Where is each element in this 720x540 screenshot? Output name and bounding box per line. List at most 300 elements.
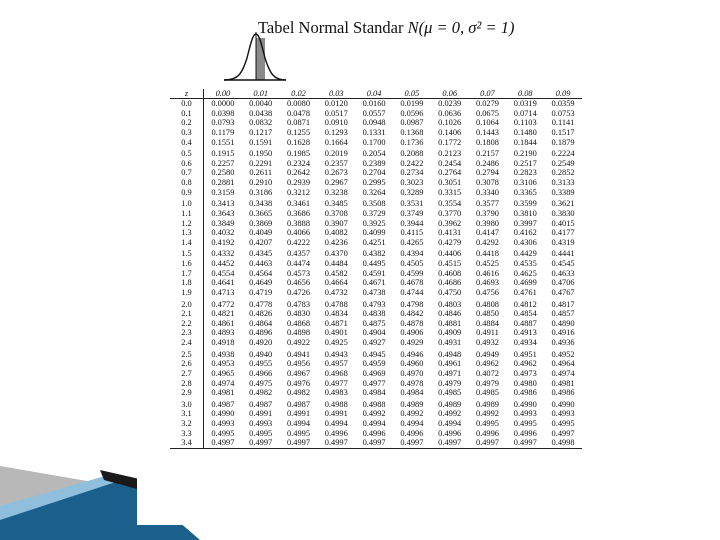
probability-cell: 0.4932 [475, 338, 499, 347]
column-header: 0.07 [469, 89, 507, 99]
probability-cell: 0.0793 [211, 118, 235, 128]
table-row [170, 99, 582, 109]
probability-cell: 0.4973 [513, 368, 537, 378]
probability-cell: 0.4846 [438, 309, 462, 319]
z-value-cell: 1.1 [170, 209, 204, 219]
probability-cell: 0.1443 [475, 127, 499, 137]
probability-cell: 0.4995 [249, 428, 273, 438]
probability-cell: 0.3212 [286, 187, 310, 197]
probability-cell: 0.4817 [551, 299, 575, 309]
probability-cell: 0.1628 [286, 137, 310, 147]
probability-cell: 0.3577 [475, 199, 499, 209]
probability-cell: 0.0398 [211, 108, 235, 118]
probability-cell: 0.2939 [286, 178, 310, 187]
probability-cell: 0.4826 [249, 309, 273, 319]
table-row [170, 259, 582, 269]
probability-cell: 0.4525 [475, 259, 499, 268]
probability-cell: 0.4671 [362, 278, 386, 288]
z-value-cell: 2.8 [170, 379, 204, 389]
probability-cell: 0.3944 [400, 218, 424, 228]
probability-cell: 0.4989 [400, 399, 424, 409]
table-row [170, 438, 582, 448]
probability-cell: 0.4979 [475, 378, 499, 388]
z-value-cell: 0.1 [170, 109, 204, 119]
probability-cell: 0.2357 [324, 158, 348, 168]
probability-cell: 0.4980 [513, 378, 537, 388]
probability-cell: 0.4989 [438, 399, 462, 409]
z-value-cell: 0.5 [170, 147, 204, 159]
probability-cell: 0.2549 [551, 158, 575, 168]
column-header: 0.05 [393, 89, 431, 99]
probability-cell: 0.2019 [324, 149, 348, 159]
probability-cell: 0.3554 [438, 199, 462, 209]
probability-cell: 0.4974 [211, 378, 235, 388]
z-value-cell: 2.1 [170, 309, 204, 319]
probability-cell: 0.0120 [324, 99, 348, 108]
table-row [170, 278, 582, 288]
probability-cell: 0.4994 [400, 419, 424, 428]
probability-cell: 0.2454 [438, 158, 462, 168]
probability-cell: 0.4996 [438, 428, 462, 438]
probability-cell: 0.4991 [249, 409, 273, 419]
table-row [170, 419, 582, 429]
probability-cell: 0.4949 [475, 349, 499, 359]
probability-cell: 0.4429 [513, 249, 537, 259]
probability-cell: 0.1591 [249, 137, 273, 147]
table-row [170, 138, 582, 148]
probability-cell: 0.2157 [475, 149, 499, 159]
probability-cell: 0.4564 [249, 268, 273, 278]
probability-cell: 0.4922 [286, 338, 310, 347]
z-value-cell: 2.6 [170, 359, 204, 369]
probability-cell: 0.4953 [211, 359, 235, 369]
probability-cell: 0.4997 [355, 438, 393, 448]
probability-cell: 0.4984 [362, 388, 386, 398]
probability-cell: 0.4993 [551, 409, 575, 419]
probability-cell: 0.4131 [438, 228, 462, 238]
table-row [170, 159, 582, 169]
probability-cell: 0.3389 [551, 187, 575, 197]
probability-cell: 0.3340 [475, 187, 499, 197]
probability-cell: 0.4803 [438, 299, 462, 309]
probability-cell: 0.2054 [362, 149, 386, 159]
probability-cell: 0.1808 [475, 137, 499, 147]
probability-cell: 0.4996 [475, 428, 499, 438]
probability-cell: 0.4049 [249, 228, 273, 238]
probability-cell: 0.4968 [324, 368, 348, 378]
probability-cell: 0.4962 [475, 359, 499, 369]
probability-cell: 0.2580 [211, 168, 235, 178]
probability-cell: 0.4719 [249, 287, 273, 297]
probability-cell: 0.4726 [286, 287, 310, 297]
probability-cell: 0.4783 [286, 299, 310, 309]
probability-cell: 0.4997 [393, 438, 431, 448]
probability-cell: 0.4738 [362, 287, 386, 297]
probability-cell: 0.4985 [475, 388, 499, 398]
probability-cell: 0.3686 [286, 208, 310, 218]
probability-cell: 0.4982 [286, 388, 310, 398]
probability-cell: 0.4279 [438, 237, 462, 247]
z-value-cell: 1.3 [170, 228, 204, 238]
probability-cell: 0.4977 [362, 378, 386, 388]
probability-cell: 0.4997 [204, 438, 242, 448]
probability-cell: 0.4573 [286, 268, 310, 278]
probability-cell: 0.4345 [249, 249, 273, 259]
probability-cell: 0.4192 [211, 237, 235, 247]
probability-cell: 0.4955 [249, 359, 273, 369]
probability-cell: 0.4906 [400, 328, 424, 338]
probability-cell: 0.4938 [211, 349, 235, 359]
probability-cell: 0.4969 [362, 368, 386, 378]
probability-cell: 0.1217 [249, 127, 273, 137]
probability-cell: 0.4998 [544, 438, 582, 448]
probability-cell: 0.4868 [286, 318, 310, 328]
probability-cell: 0.4608 [438, 268, 462, 278]
probability-cell: 0.0517 [324, 108, 348, 118]
probability-cell: 0.4821 [211, 309, 235, 319]
probability-cell: 0.0596 [400, 108, 424, 118]
z-value-cell: 1.0 [170, 197, 204, 209]
probability-cell: 0.4599 [400, 268, 424, 278]
probability-cell: 0.4761 [513, 287, 537, 297]
probability-cell: 0.4965 [211, 368, 235, 378]
probability-cell: 0.2123 [438, 149, 462, 159]
probability-cell: 0.4222 [286, 237, 310, 247]
probability-cell: 0.1179 [211, 127, 235, 137]
probability-cell: 0.4940 [249, 349, 273, 359]
probability-cell: 0.2611 [249, 168, 273, 178]
probability-cell: 0.4871 [324, 318, 348, 328]
probability-cell: 0.1517 [551, 127, 575, 137]
probability-cell: 0.4875 [362, 318, 386, 328]
probability-cell: 0.4996 [400, 428, 424, 438]
probability-cell: 0.4992 [438, 409, 462, 419]
probability-cell: 0.3023 [400, 178, 424, 187]
probability-cell: 0.0080 [286, 99, 310, 108]
probability-cell: 0.4693 [475, 278, 499, 288]
probability-cell: 0.3264 [362, 187, 386, 197]
probability-cell: 0.1103 [513, 118, 537, 128]
probability-cell: 0.4554 [211, 268, 235, 278]
probability-cell: 0.4995 [211, 428, 235, 438]
probability-cell: 0.4970 [400, 368, 424, 378]
page-title [258, 18, 514, 38]
probability-cell: 0.1736 [400, 137, 424, 147]
probability-cell: 0.4985 [438, 388, 462, 398]
probability-cell: 0.0199 [400, 99, 424, 108]
z-value-cell: 3.4 [170, 438, 204, 448]
probability-cell: 0.3925 [362, 218, 386, 228]
probability-cell: 0.0000 [211, 99, 235, 108]
probability-cell: 0.4484 [324, 259, 348, 268]
probability-cell: 0.4854 [513, 309, 537, 319]
probability-cell: 0.3962 [438, 218, 462, 228]
probability-cell: 0.1700 [362, 137, 386, 147]
probability-cell: 0.4850 [475, 309, 499, 319]
probability-cell: 0.4994 [286, 419, 310, 428]
probability-cell: 0.4896 [249, 328, 273, 338]
probability-cell: 0.4798 [400, 299, 424, 309]
probability-cell: 0.4997 [431, 438, 469, 448]
probability-cell: 0.1844 [513, 137, 537, 147]
probability-cell: 0.2422 [400, 158, 424, 168]
column-header-z: z [170, 89, 204, 99]
probability-cell: 0.2794 [475, 168, 499, 178]
probability-cell: 0.3749 [400, 208, 424, 218]
probability-cell: 0.4319 [551, 237, 575, 247]
column-header: 0.02 [280, 89, 318, 99]
probability-cell: 0.4772 [211, 299, 235, 309]
probability-cell: 0.4993 [513, 409, 537, 419]
probability-cell: 0.4941 [286, 349, 310, 359]
probability-cell: 0.0557 [362, 108, 386, 118]
z-value-cell: 1.9 [170, 288, 204, 298]
probability-cell: 0.4812 [513, 299, 537, 309]
probability-cell: 0.4778 [249, 299, 273, 309]
column-header: 0.09 [544, 89, 582, 99]
table-row [170, 309, 582, 319]
probability-cell: 0.4997 [551, 428, 575, 438]
table-row [170, 398, 582, 410]
probability-cell: 0.3438 [249, 199, 273, 209]
probability-cell: 0.2764 [438, 168, 462, 178]
probability-cell: 0.1406 [438, 127, 462, 137]
probability-cell: 0.4996 [362, 428, 386, 438]
z-value-cell: 1.4 [170, 238, 204, 248]
probability-cell: 0.4838 [362, 309, 386, 319]
probability-cell: 0.4961 [438, 359, 462, 369]
probability-cell: 0.3643 [211, 208, 235, 218]
probability-cell: 0.3599 [513, 199, 537, 209]
probability-cell: 0.3810 [513, 208, 537, 218]
probability-cell: 0.4015 [551, 218, 575, 228]
probability-cell: 0.4418 [475, 249, 499, 259]
probability-cell: 0.2673 [324, 168, 348, 178]
probability-cell: 0.4911 [476, 328, 499, 338]
probability-cell: 0.3830 [551, 208, 575, 218]
probability-cell: 0.4997 [317, 438, 355, 448]
probability-cell: 0.4925 [324, 338, 348, 347]
column-header: 0.04 [355, 89, 393, 99]
probability-cell: 0.3106 [513, 178, 537, 187]
probability-cell: 0.4994 [362, 419, 386, 428]
probability-cell: 0.4115 [400, 228, 424, 238]
probability-cell: 0.4967 [286, 368, 310, 378]
probability-cell: 0.4251 [362, 237, 386, 247]
table-header-row [170, 89, 582, 99]
probability-cell: 0.4989 [475, 399, 499, 409]
probability-cell: 0.4945 [362, 349, 386, 359]
table-row [170, 209, 582, 219]
probability-cell: 0.4929 [400, 338, 424, 347]
z-value-cell: 3.3 [170, 429, 204, 439]
probability-cell: 0.1772 [438, 137, 462, 147]
probability-cell: 0.2881 [211, 178, 235, 187]
z-value-cell: 0.2 [170, 118, 204, 128]
z-value-cell: 3.2 [170, 419, 204, 429]
probability-cell: 0.3729 [362, 208, 386, 218]
table-row [170, 197, 582, 209]
probability-cell: 0.1480 [513, 127, 537, 137]
probability-cell: 0.4406 [438, 249, 462, 259]
probability-cell: 0.4951 [513, 349, 537, 359]
z-value-cell: 0.8 [170, 178, 204, 188]
probability-cell: 0.0753 [551, 108, 575, 118]
column-header: 0.06 [431, 89, 469, 99]
probability-cell: 0.0438 [249, 108, 273, 118]
probability-cell: 0.4788 [324, 299, 348, 309]
probability-cell: 0.3159 [211, 187, 235, 197]
probability-cell: 0.4756 [475, 287, 499, 297]
probability-cell: 0.3186 [249, 187, 273, 197]
z-value-cell: 0.7 [170, 168, 204, 178]
probability-cell: 0.4987 [249, 399, 273, 409]
probability-cell: 0.4909 [438, 328, 462, 338]
probability-cell: 0.4099 [362, 228, 386, 238]
probability-cell: 0.4535 [513, 259, 537, 268]
table-row [170, 388, 582, 398]
probability-cell: 0.2224 [551, 149, 575, 159]
probability-cell: 0.4750 [438, 287, 462, 297]
probability-cell: 0.4993 [249, 419, 273, 428]
probability-cell: 0.4306 [513, 237, 537, 247]
probability-cell: 0.4916 [551, 328, 575, 338]
probability-cell: 0.4986 [513, 388, 537, 398]
probability-cell: 0.4582 [324, 268, 348, 278]
probability-cell: 0.2734 [400, 168, 424, 178]
probability-cell: 0.2324 [286, 158, 310, 168]
probability-cell: 0.4992 [362, 409, 386, 419]
z-value-cell: 3.1 [170, 409, 204, 419]
probability-cell: 0.4793 [362, 299, 386, 309]
probability-cell: 0.4976 [286, 378, 310, 388]
z-table [170, 89, 582, 449]
probability-cell: 0.4993 [211, 419, 235, 428]
probability-cell: 0.4991 [324, 409, 348, 419]
probability-cell: 0.3133 [551, 178, 575, 187]
probability-cell: 0.4370 [324, 249, 348, 259]
probability-cell: 0.4236 [324, 237, 348, 247]
probability-cell: 0.2389 [362, 158, 386, 168]
probability-cell: 0.4995 [286, 428, 310, 438]
probability-cell: 0.1293 [324, 127, 348, 137]
probability-cell: 0.4918 [211, 338, 235, 347]
z-value-cell: 2.5 [170, 348, 204, 360]
probability-cell: 0.4898 [286, 328, 310, 338]
probability-cell: 0.4890 [551, 318, 575, 328]
probability-cell: 0.4633 [551, 268, 575, 278]
probability-cell: 0.4988 [324, 399, 348, 409]
probability-cell: 0.1551 [211, 137, 235, 147]
probability-cell: 0.4332 [211, 249, 235, 259]
z-value-cell: 0.6 [170, 159, 204, 169]
probability-cell: 0.4357 [286, 249, 310, 259]
probability-cell: 0.2517 [513, 158, 537, 168]
probability-cell: 0.4997 [469, 438, 507, 448]
probability-cell: 0.0871 [286, 118, 310, 128]
probability-cell: 0.2852 [551, 168, 575, 178]
column-header: 0.00 [204, 89, 242, 99]
probability-cell: 0.4767 [551, 287, 575, 297]
z-value-cell: 2.4 [170, 338, 204, 348]
probability-cell: 0.4943 [324, 349, 348, 359]
probability-cell: 0.3508 [362, 199, 386, 209]
probability-cell: 0.4975 [249, 378, 273, 388]
probability-cell: 0.0636 [438, 108, 462, 118]
probability-cell: 0.2642 [286, 168, 310, 178]
probability-cell: 0.4686 [438, 278, 462, 288]
probability-cell: 0.4545 [551, 259, 575, 268]
probability-cell: 0.0040 [249, 99, 273, 108]
table-row [170, 147, 582, 159]
table-row [170, 168, 582, 178]
probability-cell: 0.4713 [211, 287, 235, 297]
probability-cell: 0.2291 [249, 158, 273, 168]
probability-cell: 0.4706 [551, 278, 575, 288]
probability-cell: 0.4861 [211, 318, 235, 328]
probability-cell: 0.3869 [249, 218, 273, 228]
probability-cell: 0.2257 [211, 158, 235, 168]
probability-cell: 0.4971 [438, 368, 462, 378]
table-row [170, 188, 582, 198]
z-value-cell: 0.3 [170, 128, 204, 138]
z-value-cell: 0.9 [170, 188, 204, 198]
probability-cell: 0.4964 [551, 359, 575, 369]
table-row [170, 178, 582, 188]
probability-cell: 0.4834 [324, 309, 348, 319]
probability-cell: 0.4625 [513, 268, 537, 278]
probability-cell: 0.0160 [362, 99, 386, 108]
probability-cell: 0.4207 [249, 237, 273, 247]
probability-cell: 0.4996 [513, 428, 537, 438]
probability-cell: 0.1915 [211, 149, 235, 159]
probability-cell: 0.4994 [438, 419, 462, 428]
probability-cell: 0.4452 [211, 259, 235, 268]
probability-cell: 0.4990 [551, 399, 575, 409]
z-value-cell: 1.8 [170, 278, 204, 288]
table-row [170, 128, 582, 138]
z-value-cell: 3.0 [170, 398, 204, 410]
probability-cell: 0.4515 [438, 259, 462, 268]
column-header: 0.03 [317, 89, 355, 99]
probability-cell: 0.2190 [513, 149, 537, 159]
probability-cell: 0.4904 [362, 328, 386, 338]
probability-cell: 0.2088 [400, 149, 424, 159]
probability-cell: 0.4830 [286, 309, 310, 319]
probability-cell: 0.0279 [475, 99, 499, 108]
probability-cell: 0.4066 [286, 228, 310, 238]
probability-cell: 0.4974 [551, 368, 575, 378]
table-row [170, 379, 582, 389]
probability-cell: 0.1664 [324, 137, 348, 147]
probability-cell: 0.4978 [400, 378, 424, 388]
probability-cell: 0.4082 [324, 228, 348, 238]
probability-cell: 0.4591 [362, 268, 386, 278]
probability-cell: 0.0948 [362, 118, 386, 128]
z-value-cell: 2.9 [170, 388, 204, 398]
probability-cell: 0.4884 [475, 318, 499, 328]
table-row [170, 319, 582, 329]
table-row [170, 238, 582, 248]
probability-cell: 0.4936 [551, 338, 575, 347]
table-row [170, 219, 582, 229]
probability-cell: 0.4732 [324, 287, 348, 297]
probability-cell: 0.4995 [551, 419, 575, 428]
probability-cell: 0.4664 [324, 278, 348, 288]
probability-cell: 0.4147 [475, 228, 499, 238]
probability-cell: 0.4997 [506, 438, 544, 448]
probability-cell: 0.4881 [438, 318, 462, 328]
